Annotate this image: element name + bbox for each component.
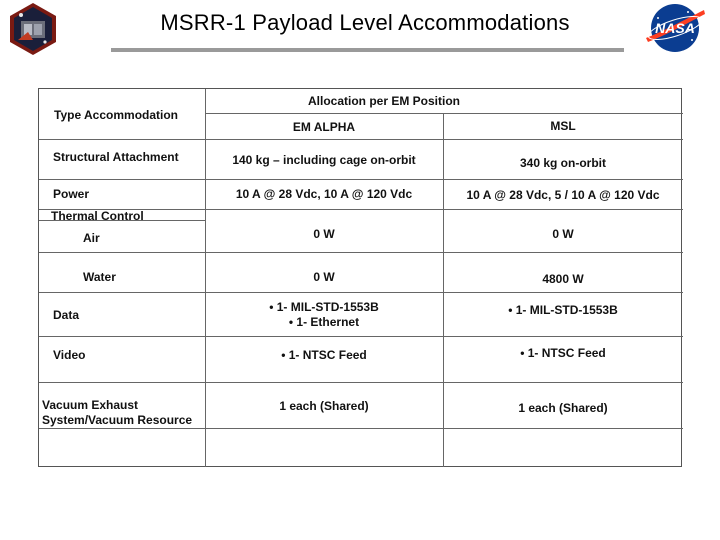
col-header-em-alpha: EM ALPHA — [292, 120, 356, 134]
air-msl: 0 W — [552, 227, 574, 241]
water-em-alpha: 0 W — [313, 270, 335, 284]
video-em-alpha: • 1- NTSC Feed — [281, 348, 367, 362]
group-header: Allocation per EM Position — [307, 94, 460, 108]
structural-em-alpha: 140 kg – including cage on-orbit — [232, 153, 416, 167]
data-em-alpha-line1: • 1- MIL-STD-1553B — [269, 300, 379, 314]
vacuum-msl: 1 each (Shared) — [518, 401, 608, 415]
video-msl: • 1- NTSC Feed — [520, 346, 606, 360]
nasa-logo-text: NASA — [655, 20, 695, 36]
row-label-thermal-control: Thermal Control — [51, 209, 144, 223]
row-header-title: Type Accommodation — [54, 108, 179, 122]
water-msl: 4800 W — [542, 272, 584, 286]
row-label-video: Video — [53, 348, 86, 362]
air-em-alpha: 0 W — [313, 227, 335, 241]
nasa-logo — [644, 2, 706, 54]
row-label-vacuum-line1: Vacuum Exhaust — [42, 398, 139, 412]
row-label-data: Data — [53, 308, 80, 322]
row-label-air: Air — [83, 231, 100, 245]
accommodations-table — [38, 88, 682, 467]
structural-msl: 340 kg on-orbit — [519, 156, 606, 170]
page-title: MSRR-1 Payload Level Accommodations — [160, 10, 570, 35]
row-label-power: Power — [53, 187, 90, 201]
mission-patch-logo — [8, 2, 58, 56]
row-label-water: Water — [83, 270, 116, 284]
vacuum-em-alpha: 1 each (Shared) — [279, 399, 369, 413]
data-msl: • 1- MIL-STD-1553B — [508, 303, 618, 317]
data-em-alpha-line2: • 1- Ethernet — [288, 315, 360, 329]
title-underline — [111, 48, 624, 52]
power-msl: 10 A @ 28 Vdc, 5 / 10 A @ 120 Vdc — [466, 188, 660, 202]
col-header-msl: MSL — [550, 119, 576, 133]
power-em-alpha: 10 A @ 28 Vdc, 10 A @ 120 Vdc — [235, 187, 413, 201]
row-label-structural: Structural Attachment — [53, 150, 179, 164]
row-label-vacuum-line2: System/Vacuum Resource — [42, 413, 193, 427]
